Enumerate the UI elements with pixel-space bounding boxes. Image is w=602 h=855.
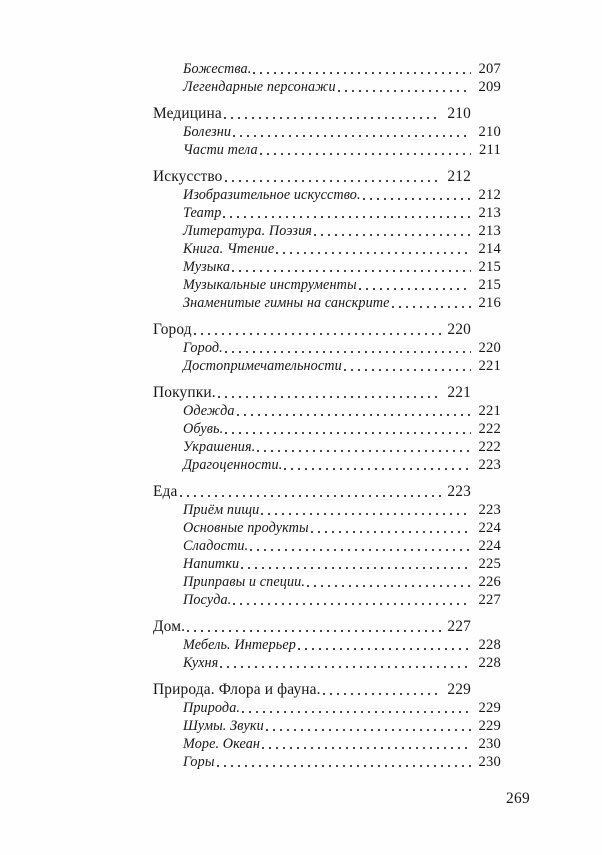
- toc-entry-title: Обувь.: [183, 421, 224, 437]
- toc-entry-page-number: 211: [479, 142, 501, 158]
- toc-sub-entry: [153, 402, 501, 420]
- toc-entry-page-number: 216: [478, 295, 501, 311]
- toc-entry-title: Город: [153, 321, 192, 338]
- toc-entry-title: Легендарные персонажи: [183, 79, 336, 95]
- dot-leader: [242, 699, 471, 717]
- dot-leader: [307, 573, 471, 591]
- toc-entry-page-number: 227: [478, 592, 501, 608]
- dot-leader: [323, 681, 441, 699]
- toc-sub-entry: [153, 519, 501, 537]
- dot-leader: [359, 276, 471, 294]
- toc-sub-entry: [153, 186, 501, 204]
- toc-entry-page-number: 229: [447, 681, 471, 698]
- dot-leader: [266, 717, 471, 735]
- dot-leader: [284, 456, 471, 474]
- toc-entry-title: Музыка: [183, 259, 231, 275]
- toc-sub-entry: [153, 699, 501, 717]
- toc-entry-page-number: 220: [478, 340, 501, 356]
- toc-entry-page-number: 225: [478, 556, 501, 572]
- toc-entry-page-number: 226: [478, 574, 501, 590]
- toc-entry-page-number: 223: [478, 457, 501, 473]
- toc-entry-page-number: 213: [478, 205, 501, 221]
- toc-entry-title: Книга. Чтение: [183, 241, 275, 257]
- toc-sub-entry: [153, 537, 501, 555]
- toc-sub-entry: [153, 78, 501, 96]
- toc-sub-entry: [153, 222, 501, 240]
- toc-entry-title: Основные продукты: [183, 520, 309, 536]
- toc-section-entry: [153, 483, 471, 501]
- toc-section-entry: [153, 105, 471, 123]
- toc-entry-page-number: 209: [478, 79, 501, 95]
- toc-section-entry: [153, 384, 471, 402]
- toc-entry-title: Музыкальные инструменты: [183, 277, 357, 293]
- toc-entry-page-number: 215: [478, 259, 501, 275]
- toc-entry-page-number: 214: [478, 241, 501, 257]
- dot-leader: [187, 618, 441, 636]
- dot-leader: [233, 591, 471, 609]
- dot-leader: [232, 258, 471, 276]
- toc-entry-title: Кухня: [183, 655, 219, 671]
- toc-entry-title: Шумы. Звуки: [183, 718, 264, 734]
- toc-entry-title: Горы: [183, 754, 215, 770]
- toc-entry-title: Мебель. Интерьер: [183, 637, 296, 653]
- toc-entry-page-number: 221: [447, 384, 471, 401]
- toc-sub-entry: [153, 591, 501, 609]
- dot-leader: [311, 519, 471, 537]
- toc-entry-page-number: 223: [447, 483, 471, 500]
- dot-leader: [223, 204, 471, 222]
- toc-sub-entry: [153, 258, 501, 276]
- toc-sub-entry: [153, 123, 501, 141]
- toc-entry-page-number: 228: [478, 655, 501, 671]
- dot-leader: [253, 60, 471, 78]
- toc-sub-entry: [153, 636, 501, 654]
- toc-entry-title: Город.: [183, 340, 223, 356]
- toc-sub-entry: [153, 204, 501, 222]
- dot-leader: [224, 105, 441, 123]
- toc-sub-entry: [153, 339, 501, 357]
- toc-entry-page-number: 229: [478, 700, 501, 716]
- toc-entry-title: Напитки: [183, 556, 240, 572]
- toc-entry-page-number: 210: [478, 124, 501, 140]
- toc-entry-title: Еда: [153, 483, 178, 500]
- dot-leader: [276, 240, 471, 258]
- toc-entry-page-number: 230: [478, 754, 501, 770]
- dot-leader: [261, 501, 471, 519]
- toc-entry-title: Природа. Флора и фауна.: [153, 681, 321, 698]
- toc-sub-entry: [153, 654, 501, 672]
- toc-entry-title: Медицина: [153, 105, 222, 122]
- dot-leader: [250, 537, 471, 555]
- toc-sub-entry: [153, 357, 501, 375]
- dot-leader: [218, 384, 441, 402]
- table-of-contents: [153, 60, 501, 771]
- dot-leader: [225, 339, 471, 357]
- toc-entry-title: Приправы и специи.: [183, 574, 305, 590]
- toc-entry-page-number: 212: [478, 187, 501, 203]
- toc-entry-page-number: 230: [478, 736, 501, 752]
- toc-entry-title: Природа.: [183, 700, 241, 716]
- toc-sub-entry: [153, 276, 501, 294]
- toc-sub-entry: [153, 240, 501, 258]
- toc-entry-page-number: 224: [478, 520, 501, 536]
- toc-entry-page-number: 229: [478, 718, 501, 734]
- toc-entry-title: Драгоценности.: [183, 457, 283, 473]
- toc-entry-page-number: 224: [478, 538, 501, 554]
- dot-leader: [262, 735, 471, 753]
- toc-sub-entry: [153, 717, 501, 735]
- dot-leader: [217, 753, 471, 771]
- toc-entry-page-number: 212: [447, 168, 471, 185]
- dot-leader: [194, 321, 441, 339]
- toc-entry-page-number: 228: [478, 637, 501, 653]
- toc-entry-title: Украшения.: [183, 439, 256, 455]
- toc-entry-title: Сладости.: [183, 538, 249, 554]
- dot-leader: [298, 636, 471, 654]
- toc-entry-page-number: 222: [478, 439, 501, 455]
- toc-sub-entry: [153, 501, 501, 519]
- dot-leader: [180, 483, 441, 501]
- toc-entry-page-number: 215: [478, 277, 501, 293]
- toc-entry-page-number: 213: [478, 223, 501, 239]
- toc-entry-title: Изобразительное искусство.: [183, 187, 361, 203]
- dot-leader: [233, 123, 471, 141]
- toc-entry-title: Море. Океан: [183, 736, 261, 752]
- toc-entry-page-number: 223: [478, 502, 501, 518]
- toc-sub-entry: [153, 438, 501, 456]
- toc-section-entry: [153, 168, 471, 186]
- dot-leader: [237, 402, 471, 420]
- toc-section-entry: [153, 321, 471, 339]
- dot-leader: [314, 222, 471, 240]
- toc-sub-entry: [153, 60, 501, 78]
- toc-section-entry: [153, 681, 471, 699]
- toc-entry-page-number: 207: [478, 61, 501, 77]
- dot-leader: [260, 141, 471, 159]
- toc-entry-title: Искусство: [153, 168, 223, 185]
- toc-entry-title: Части тела: [183, 142, 258, 158]
- toc-sub-entry: [153, 753, 501, 771]
- toc-entry-page-number: 221: [478, 403, 501, 419]
- dot-leader: [344, 357, 471, 375]
- toc-entry-title: Литература. Поэзия: [183, 223, 312, 239]
- toc-entry-page-number: 227: [447, 618, 471, 635]
- toc-entry-page-number: 220: [447, 321, 471, 338]
- toc-entry-page-number: 221: [478, 358, 501, 374]
- toc-sub-entry: [153, 456, 501, 474]
- dot-leader: [225, 420, 471, 438]
- toc-entry-title: Болезни: [183, 124, 232, 140]
- toc-sub-entry: [153, 555, 501, 573]
- toc-sub-entry: [153, 420, 501, 438]
- toc-entry-title: Достопримечательности: [183, 358, 342, 374]
- toc-entry-title: Приём пищи: [183, 502, 260, 518]
- dot-leader: [257, 438, 471, 456]
- toc-section-entry: [153, 618, 471, 636]
- dot-leader: [225, 168, 442, 186]
- toc-entry-page-number: 222: [478, 421, 501, 437]
- dot-leader: [363, 186, 471, 204]
- toc-entry-title: Покупки.: [153, 384, 216, 401]
- dot-leader: [392, 294, 471, 312]
- toc-sub-entry: [153, 294, 501, 312]
- toc-entry-title: Одежда: [183, 403, 235, 419]
- toc-sub-entry: [153, 735, 501, 753]
- toc-sub-entry: [153, 141, 501, 159]
- toc-entry-page-number: 210: [447, 105, 471, 122]
- dot-leader: [338, 78, 471, 96]
- page-number: 269: [506, 790, 530, 807]
- dot-leader: [241, 555, 471, 573]
- dot-leader: [220, 654, 471, 672]
- toc-entry-title: Божества.: [183, 61, 252, 77]
- toc-entry-title: Дом.: [153, 618, 186, 635]
- toc-entry-title: Посуда.: [183, 592, 232, 608]
- toc-entry-title: Театр: [183, 205, 222, 221]
- toc-sub-entry: [153, 573, 501, 591]
- toc-entry-title: Знаменитые гимны на санскрите: [183, 295, 390, 311]
